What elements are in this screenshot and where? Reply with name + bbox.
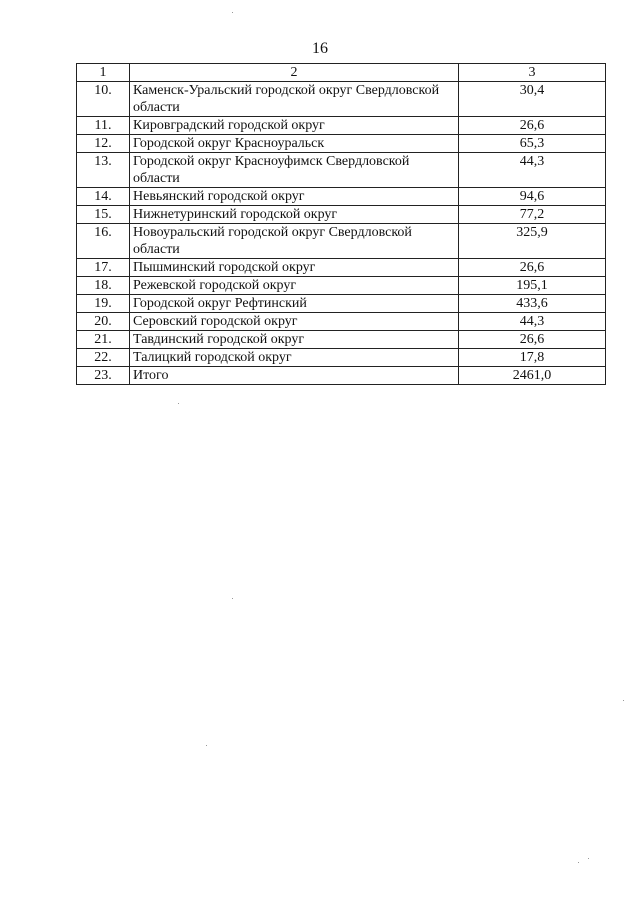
scan-speck bbox=[232, 598, 233, 599]
scan-speck bbox=[232, 12, 233, 13]
municipality-name-cell: Нижнетуринский городской округ bbox=[130, 206, 459, 224]
table-row bbox=[77, 117, 606, 135]
municipality-name-cell: Городской округ Рефтинский bbox=[130, 295, 459, 313]
row-number-cell: 11. bbox=[77, 117, 130, 135]
table-row bbox=[77, 295, 606, 313]
data-table bbox=[76, 63, 606, 385]
value-cell: 325,9 bbox=[459, 224, 606, 259]
table-row bbox=[77, 313, 606, 331]
row-number-cell: 16. bbox=[77, 224, 130, 259]
table-row bbox=[77, 188, 606, 206]
value-cell: 433,6 bbox=[459, 295, 606, 313]
value-cell: 30,4 bbox=[459, 82, 606, 117]
row-number-cell: 13. bbox=[77, 153, 130, 188]
table-row-total bbox=[77, 367, 606, 385]
value-cell: 44,3 bbox=[459, 153, 606, 188]
table-row bbox=[77, 224, 606, 259]
column-header-2: 2 bbox=[130, 64, 459, 82]
value-cell: 26,6 bbox=[459, 331, 606, 349]
scan-speck bbox=[588, 858, 589, 859]
page-number: 16 bbox=[312, 40, 328, 57]
row-number-cell: 15. bbox=[77, 206, 130, 224]
table-row bbox=[77, 331, 606, 349]
value-cell: 65,3 bbox=[459, 135, 606, 153]
row-number-cell: 21. bbox=[77, 331, 130, 349]
row-number-cell: 18. bbox=[77, 277, 130, 295]
scan-speck bbox=[206, 745, 207, 746]
table-row bbox=[77, 82, 606, 117]
municipality-name-cell: Серовский городской округ bbox=[130, 313, 459, 331]
value-cell: 26,6 bbox=[459, 117, 606, 135]
value-cell: 77,2 bbox=[459, 206, 606, 224]
municipality-name-cell: Талицкий городской округ bbox=[130, 349, 459, 367]
row-number-cell: 17. bbox=[77, 259, 130, 277]
row-number-cell: 23. bbox=[77, 367, 130, 385]
value-cell: 94,6 bbox=[459, 188, 606, 206]
scan-speck bbox=[578, 862, 579, 863]
table-row bbox=[77, 349, 606, 367]
table-row bbox=[77, 135, 606, 153]
municipality-name-cell: Тавдинский городской округ bbox=[130, 331, 459, 349]
value-cell: 44,3 bbox=[459, 313, 606, 331]
column-header-3: 3 bbox=[459, 64, 606, 82]
value-cell: 26,6 bbox=[459, 259, 606, 277]
municipality-name-cell: Городской округ Красноуральск bbox=[130, 135, 459, 153]
column-header-1: 1 bbox=[77, 64, 130, 82]
municipality-name-cell: Невьянский городской округ bbox=[130, 188, 459, 206]
scan-speck bbox=[178, 403, 179, 404]
row-number-cell: 22. bbox=[77, 349, 130, 367]
row-number-cell: 12. bbox=[77, 135, 130, 153]
table-row bbox=[77, 206, 606, 224]
table-row bbox=[77, 153, 606, 188]
municipality-name-cell: Каменск-Уральский городской округ Свердловской области bbox=[130, 82, 459, 117]
municipality-name-cell: Пышминский городской округ bbox=[130, 259, 459, 277]
municipality-name-cell: Режевской городской округ bbox=[130, 277, 459, 295]
row-number-cell: 14. bbox=[77, 188, 130, 206]
table-row bbox=[77, 259, 606, 277]
table-header-row bbox=[77, 64, 606, 82]
value-cell: 17,8 bbox=[459, 349, 606, 367]
row-number-cell: 20. bbox=[77, 313, 130, 331]
municipality-name-cell: Новоуральский городской округ Свердловской области bbox=[130, 224, 459, 259]
total-value-cell: 2461,0 bbox=[459, 367, 606, 385]
municipality-name-cell: Городской округ Красноуфимск Свердловской области bbox=[130, 153, 459, 188]
table-row bbox=[77, 277, 606, 295]
row-number-cell: 10. bbox=[77, 82, 130, 117]
total-label-cell: Итого bbox=[130, 367, 459, 385]
value-cell: 195,1 bbox=[459, 277, 606, 295]
scan-speck bbox=[623, 700, 624, 701]
municipality-name-cell: Кировградский городской округ bbox=[130, 117, 459, 135]
row-number-cell: 19. bbox=[77, 295, 130, 313]
